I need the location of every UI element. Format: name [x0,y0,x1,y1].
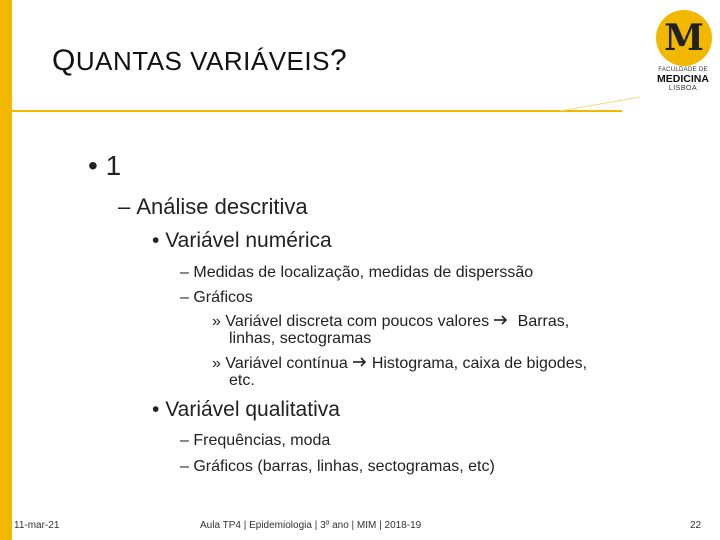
bullet-text: Variável discreta com poucos valores [225,313,490,330]
bullet-raquo: » [212,313,221,330]
bullet-item-graficos [180,289,253,307]
bullet-text: Gráficos (barras, linhas, sectogramas, etc) [193,458,495,475]
bullet-dash: – [180,432,189,449]
bullet-text: etc. [229,372,255,389]
title-text: UANTAS VARIÁVEIS [75,46,330,76]
right-arrow-icon [352,356,368,368]
right-arrow-icon [493,314,509,326]
bullet-item-numerica [152,229,332,253]
bullet-text: Variável contínua [225,355,348,372]
bullet-text: Medidas de localização, medidas de disperssão [193,264,534,281]
bullet-dash: – [118,194,131,219]
bullet-item-frequencias [180,432,330,450]
logo-circle [656,10,712,66]
bullet-item-1 [88,150,121,182]
bullet-dot: • [152,229,160,252]
logo-text-line1: FACULDADE DE [658,67,708,73]
bullet-item-medidas [180,264,533,282]
faculty-logo [648,10,718,92]
title-rule-fade [560,96,640,112]
bullet-item-discreta-cont [229,330,371,347]
bullet-dot: • [88,150,98,181]
bullet-item-qualitativa [152,398,340,422]
bullet-text: Frequências, moda [193,432,331,449]
slide-title [52,44,347,78]
logo-mark: M [664,17,704,59]
footer-page-number: 22 [690,520,702,531]
logo-text-line3: LISBOA [668,85,698,92]
bullet-item-continua [212,355,587,372]
bullet-item-continua-cont [229,372,255,389]
accent-side-bar [0,0,12,540]
bullet-dash: – [180,289,189,306]
footer-course: Aula TP4 | Epidemiologia | 3º ano | MIM | 2018-19 [200,520,422,531]
bullet-text-target: Histograma, caixa de bigodes, [371,355,588,372]
title-underline [12,110,622,112]
bullet-text: Variável qualitativa [165,398,340,421]
bullet-text: 1 [105,150,122,181]
title-question-mark: ? [329,44,348,77]
bullet-item-graficos2 [180,458,495,476]
bullet-dot: • [152,398,160,421]
bullet-text: Análise descritiva [136,194,308,219]
footer-date: 11-mar-21 [14,520,60,531]
bullet-text: Variável numérica [165,229,332,252]
bullet-item-discreta [212,313,569,330]
logo-text-line2: MEDICINA [657,73,709,85]
title-first-letter: Q [52,44,76,77]
bullet-raquo: » [212,355,221,372]
bullet-item-analise [118,194,308,220]
bullet-text-target: Barras, [517,313,570,330]
bullet-text: linhas, sectogramas [229,330,372,347]
bullet-dash: – [180,264,189,281]
bullet-text: Gráficos [193,289,253,306]
bullet-dash: – [180,458,189,475]
